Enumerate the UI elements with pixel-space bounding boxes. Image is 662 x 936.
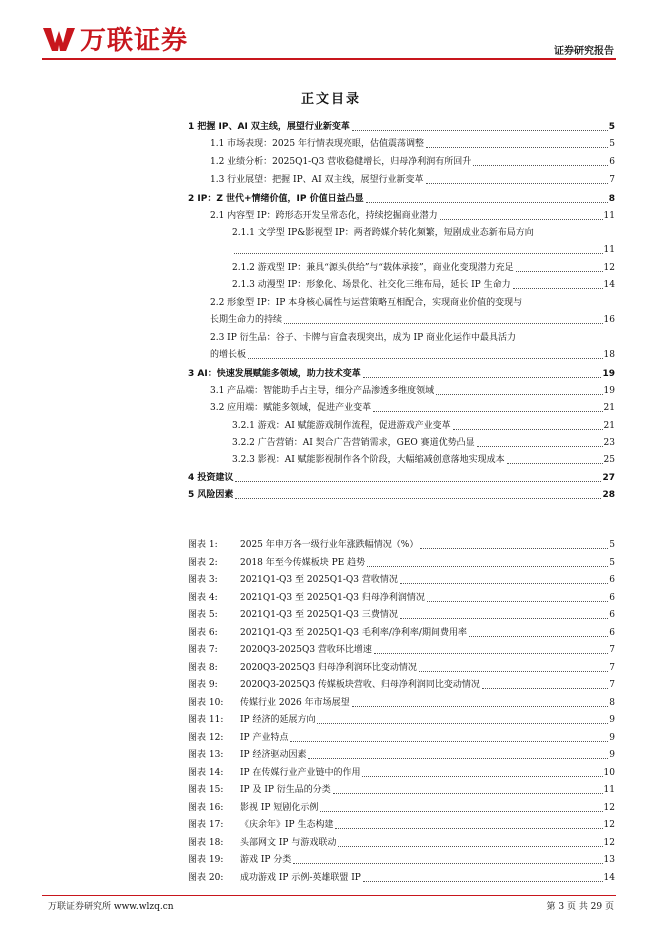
page-number: 第 3 页 共 29 页 (546, 902, 614, 912)
figure-entry[interactable]: 图表 3: 2021Q1-Q3 至 2025Q1-Q3 营收情况 6 (188, 575, 615, 585)
figure-entry[interactable]: 图表 4: 2021Q1-Q3 至 2025Q1-Q3 归母净利润情况 6 (188, 592, 615, 603)
figure-entry[interactable]: 图表 14: IP 在传媒行业产业链中的作用 10 (188, 767, 615, 778)
toc-entry-line[interactable]: 2.2 形象型 IP：IP 本身核心属性与运营策略互相配合，实现商业价值的变现与 (210, 298, 523, 308)
figure-entry[interactable]: 图表 16: 影视 IP 短剧化示例 12 (188, 802, 615, 813)
toc-entry[interactable]: 2 IP：Z 世代+情绪价值，IP 价值日益凸显 8 (188, 194, 615, 204)
toc-entry[interactable]: 2.1.2 游戏型 IP：兼具“源头供给”与“载体承接”，商业化变现潜力充足 12 (232, 263, 615, 273)
figure-entry[interactable]: 图表 12: IP 产业特点 9 (188, 732, 615, 743)
figure-entry[interactable]: 图表 1: 2025 年申万各一级行业年涨跌幅情况（%） 5 (188, 540, 615, 550)
header-divider (42, 58, 616, 60)
toc-entry[interactable]: 3.2.2 广告营销：AI 契合广告营销需求，GEO 赛道优势凸显 23 (232, 438, 615, 448)
logo-mark-icon (42, 25, 76, 53)
toc-entry[interactable]: 3 AI：快速发展赋能多领域，助力技术变革 19 (188, 369, 615, 379)
toc-entry[interactable]: 1.3 行业展望：把握 IP、AI 双主线，展望行业新变革 7 (210, 175, 615, 185)
toc-entry[interactable]: 2.1.3 动漫型 IP：形象化、场景化、社交化三维布局，延长 IP 生命力 14 (232, 280, 615, 290)
figure-entry[interactable]: 图表 17: 《庆余年》IP 生态构建 12 (188, 820, 615, 830)
toc-entry-continuation[interactable]: 的增长板 18 (210, 350, 615, 360)
toc-entry[interactable]: 1 把握 IP、AI 双主线，展望行业新变革 5 (188, 122, 615, 132)
page-header (0, 0, 662, 62)
toc-entry[interactable]: 3.1 产品端：智能助手占主导，细分产品渗透多维度领域 19 (210, 386, 615, 396)
logo-text: 万联证券 (80, 26, 189, 56)
figure-entry[interactable]: 图表 19: 游戏 IP 分类 13 (188, 855, 615, 865)
toc-entry[interactable]: 3.2.1 游戏：AI 赋能游戏制作流程，促进游戏产业变革 21 (232, 421, 615, 431)
toc-entry[interactable]: 4 投资建议 27 (188, 473, 615, 483)
footer-divider (42, 895, 616, 896)
figure-entry[interactable]: 图表 18: 头部网文 IP 与游戏联动 12 (188, 837, 615, 848)
figure-entry[interactable]: 图表 15: IP 及 IP 衍生品的分类 11 (188, 785, 615, 795)
report-type: 证券研究报告 (554, 46, 614, 57)
toc-entry[interactable]: 5 风险因素 28 (188, 490, 615, 500)
toc-entry[interactable]: 1.1 市场表现：2025 年行情表现亮眼，估值震荡调整 5 (210, 139, 615, 149)
toc-title: 正文目录 (300, 92, 361, 107)
toc-entry[interactable]: 1.2 业绩分析：2025Q1-Q3 营收稳健增长，归母净利润有所回升 6 (210, 157, 615, 167)
toc-entry-line[interactable]: 2.1.1 文学型 IP&影视型 IP：两者跨媒介转化频繁，短剧成业态新布局方向 (232, 228, 534, 238)
company-logo (42, 20, 188, 57)
toc-entry-line[interactable]: 2.3 IP 衍生品：谷子、卡牌与盲盒表现突出，成为 IP 商业化运作中最具活力 (210, 333, 516, 343)
figure-entry[interactable]: 图表 9: 2020Q3-2025Q3 传媒板块营收、归母净利润同比变动情况 7 (188, 680, 615, 690)
figure-entry[interactable]: 图表 20: 成功游戏 IP 示例-英雄联盟 IP 14 (188, 872, 615, 883)
toc-entry-continuation[interactable]: 长期生命力的持续 16 (210, 315, 615, 325)
figure-entry[interactable]: 图表 10: 传媒行业 2026 年市场展望 8 (188, 697, 615, 708)
figure-entry[interactable]: 图表 8: 2020Q3-2025Q3 归母净利润环比变动情况 7 (188, 662, 615, 673)
footer-source: 万联证券研究所 www.wlzq.cn (48, 902, 174, 912)
figure-entry[interactable]: 图表 11: IP 经济的延展方向 9 (188, 715, 615, 725)
figure-entry[interactable]: 图表 6: 2021Q1-Q3 至 2025Q1-Q3 毛利率/净利率/期间费用率 6 (188, 627, 615, 638)
toc-entry[interactable]: 3.2 应用端：赋能多领域，促进产业变革 21 (210, 403, 615, 413)
figure-entry[interactable]: 图表 5: 2021Q1-Q3 至 2025Q1-Q3 三费情况 6 (188, 610, 615, 620)
figure-entry[interactable]: 图表 13: IP 经济驱动因素 9 (188, 750, 615, 760)
toc-entry[interactable]: 2.1 内容型 IP：跨形态开发呈常态化，持续挖掘商业潜力 11 (210, 211, 615, 221)
toc-entry[interactable]: 3.2.3 影视：AI 赋能影视制作各个阶段，大幅缩减创意落地实现成本 25 (232, 455, 615, 465)
figure-entry[interactable]: 图表 2: 2018 年至今传媒板块 PE 趋势 5 (188, 557, 615, 568)
toc-entry-continuation[interactable]: 11 (232, 244, 615, 257)
figure-entry[interactable]: 图表 7: 2020Q3-2025Q3 营收环比增速 7 (188, 645, 615, 655)
